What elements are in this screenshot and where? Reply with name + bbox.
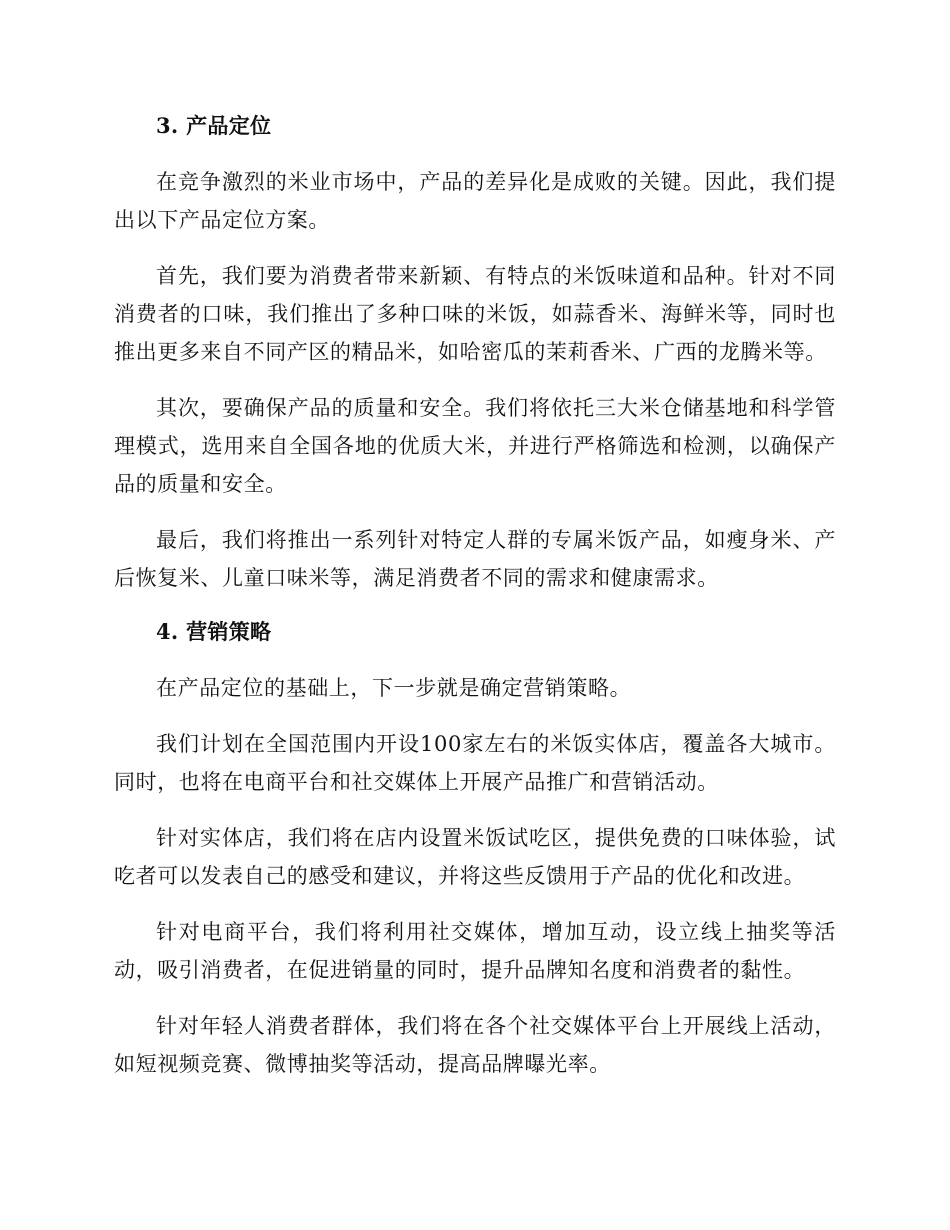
section-3-paragraph-4: 最后，我们将推出一系列针对特定人群的专属米饭产品，如瘦身米、产后恢复米、儿童口味米等，满足消费者不同的需求和健康需求。 — [114, 528, 836, 590]
section-4-paragraph-1: 在产品定位的基础上，下一步就是确定营销策略。 — [156, 676, 632, 700]
section-4-paragraph-3: 针对实体店，我们将在店内设置米饭试吃区，提供免费的口味体验，试吃者可以发表自己的感受和建议，并将这些反馈用于产品的优化和改进。 — [114, 826, 836, 888]
section-4-heading: 4. 营销策略 — [156, 619, 272, 644]
section-4-paragraph-4: 针对电商平台，我们将利用社交媒体，增加互动，设立线上抽奖等活动，吸引消费者，在促进销量的同时，提升品牌知名度和消费者的黏性。 — [114, 920, 836, 982]
section-3-paragraph-3: 其次，要确保产品的质量和安全。我们将依托三大米仓储基地和科学管理模式，选用来自全国各地的优质大米，并进行严格筛选和检测，以确保产品的质量和安全。 — [114, 396, 836, 496]
section-3-paragraph-1: 在竞争激烈的米业市场中，产品的差异化是成败的关键。因此，我们提出以下产品定位方案。 — [114, 170, 836, 232]
section-3-heading: 3. 产品定位 — [156, 113, 272, 138]
section-3-paragraph-2: 首先，我们要为消费者带来新颖、有特点的米饭味道和品种。针对不同消费者的口味，我们推出了多种口味的米饭，如蒜香米、海鲜米等，同时也推出更多来自不同产区的精品米，如哈密瓜的茉莉香米、广西的龙腾米等。 — [114, 264, 836, 364]
section-4-paragraph-2: 我们计划在全国范围内开设100家左右的米饭实体店，覆盖各大城市。同时，也将在电商平台和社交媒体上开展产品推广和营销活动。 — [114, 732, 836, 794]
section-4-paragraph-5: 针对年轻人消费者群体，我们将在各个社交媒体平台上开展线上活动，如短视频竞赛、微博抽奖等活动，提高品牌曝光率。 — [114, 1014, 836, 1076]
